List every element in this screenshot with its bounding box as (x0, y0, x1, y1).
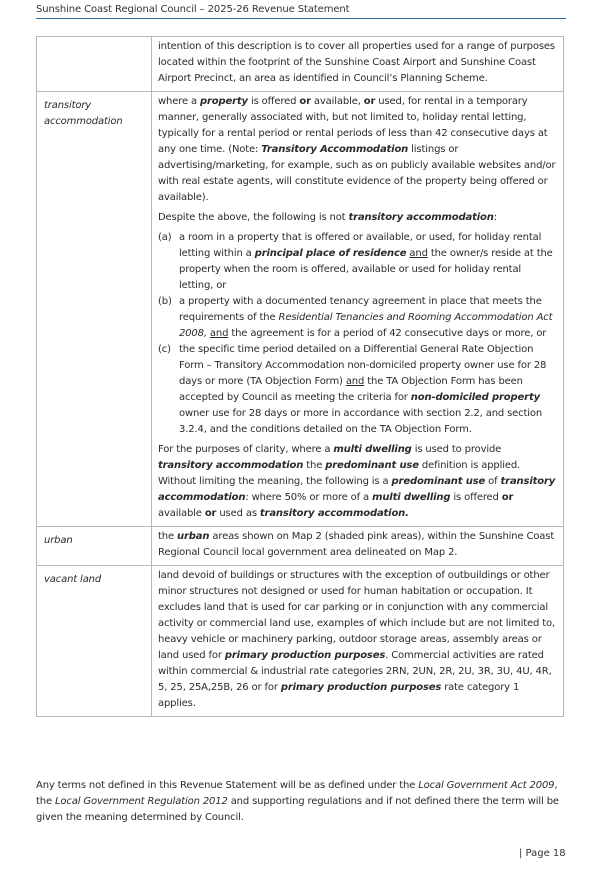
definition-paragraph (158, 39, 557, 87)
defined-term: urban (177, 531, 210, 542)
page-number: | Page 18 (519, 848, 566, 859)
legislation-reference: Residential Tenancies and Rooming Accommodation Act 2008, (179, 312, 553, 339)
defined-term: multi dwelling (333, 444, 412, 455)
defined-term: Transitory Accommodation (261, 144, 409, 155)
text-run: used as (216, 508, 260, 519)
definition-description (152, 527, 564, 566)
page-header (36, 4, 566, 19)
definition-paragraph (158, 568, 557, 712)
text-run: the owner/s reside at the property when the room is offered, available or used for holiday rental letting, or (179, 248, 553, 291)
text-run: listings or advertising/marketing, for example, such as on publicly available websites and/or with real estate agents, will constitute evidence of the property being offered or available). (158, 144, 556, 203)
defined-term: transitory accommodation. (259, 508, 409, 519)
text-run: the TA Objection Form has been accepted by Council as meeting the criteria for (179, 376, 523, 403)
text-run: For the purposes of clarity, where a (158, 444, 334, 455)
defined-term: predominant use (325, 460, 419, 471)
text-run: : (493, 212, 497, 223)
defined-term: non-domiciled property (410, 392, 540, 403)
definition-term: vacant land (37, 566, 152, 717)
definition-description (152, 566, 564, 717)
definition-row (37, 37, 564, 92)
undefined-terms-note (36, 778, 566, 826)
defined-term: transitory accommodation (158, 476, 556, 503)
underlined-text: and (345, 376, 365, 387)
text-run: owner use for 28 days or more in accordance with section 2.2, and section 3.2.4, and the conditions detailed on the TA Objection Form. (179, 408, 543, 435)
legislation-reference: Local Government Act 2009 (418, 780, 555, 791)
definition-term (37, 37, 152, 92)
text-run: a room in a property that is offered or available, or used, for holiday rental letting within a (179, 232, 542, 259)
bold-text: or (363, 96, 376, 107)
exclusion-list-item (158, 342, 557, 438)
list-item-text (179, 342, 557, 438)
definition-description (152, 92, 564, 527)
underlined-text: and (209, 328, 229, 339)
definition-paragraph (158, 94, 557, 206)
text-run: : where 50% or more of a (245, 492, 373, 503)
legislation-reference: Local Government Regulation 2012 (55, 796, 228, 807)
definition-paragraph (158, 210, 557, 226)
definition-term: urban (37, 527, 152, 566)
exclusion-list-item (158, 294, 557, 342)
defined-term: principal place of residence (254, 248, 407, 259)
definition-paragraph (158, 442, 557, 522)
bold-text: or (299, 96, 311, 107)
text-run: available, (310, 96, 364, 107)
definition-description (152, 37, 564, 92)
defined-term: transitory accommodation (348, 212, 494, 223)
text-run: a property with a documented tenancy agreement in place that meets the requirements of the (179, 296, 542, 323)
list-item-text (179, 294, 557, 342)
defined-term: primary production purposes (280, 682, 442, 693)
bold-text: or (204, 508, 217, 519)
definitions-table-body (37, 37, 564, 717)
list-marker: (c) (158, 344, 171, 355)
document-title: Sunshine Coast Regional Council – 2025-26 Revenue Statement (36, 4, 350, 15)
definition-row (37, 527, 564, 566)
text-run: is used to provide (411, 444, 502, 455)
text-run: , the (36, 780, 558, 807)
definition-term: transitory accommodation (37, 92, 152, 527)
text-run: areas shown on Map 2 (shaded pink areas), within the Sunshine Coast Regional Council local government area delineated on Map 2. (158, 531, 555, 558)
defined-term: predominant use (391, 476, 486, 487)
definitions-table (36, 36, 564, 717)
exclusion-list-item (158, 230, 557, 294)
text-run: . Commercial activities are rated within commercial & industrial rate categories 2RN, 2UN, 2R, 2U, 3R, 3U, 4U, 4R, 5, 25, 25A,25B, 26 or for (158, 650, 552, 693)
text-run: Despite the above, the following is not (158, 212, 349, 223)
defined-term: transitory accommodation (158, 460, 304, 471)
text-run: of (485, 476, 501, 487)
text-run: used, for rental in a temporary manner, generally associated with, but not limited to, holiday rental letting, typically for a rental period or rental periods of less than 42 consecutive days at any one time. (Note: (158, 96, 548, 155)
text-run: intention of this description is to cover all properties used for a range of purposes located within the footprint of the Sunshine Coast Airport and Sunshine Coast Airport Precinct, an area as identified in Council’s Planning Scheme. (158, 41, 555, 84)
text-run: is offered (247, 96, 300, 107)
text-run: the (303, 460, 326, 471)
list-marker: (a) (158, 232, 172, 243)
text-run: where a (158, 96, 200, 107)
text-run: definition is applied. Without limiting the meaning, the following is a (158, 460, 521, 487)
text-run: and supporting regulations and if not defined there the term will be given the meaning determined by Council. (36, 796, 559, 823)
text-run: is offered (450, 492, 502, 503)
underlined-text: and (409, 248, 428, 259)
defined-term: primary production purposes (224, 650, 386, 661)
defined-term: property (200, 96, 248, 107)
definition-paragraph (158, 529, 557, 561)
text-run: the (158, 531, 177, 542)
text-run: land devoid of buildings or structures with the exception of outbuildings or other minor structures not designed or used for human habitation or occupation. It excludes land that is used for car parking or in conjunction with any commercial activity or commercial land use, examples of which include but are not limited to, heavy vehicle or machinery parking, outdoor storage areas, assembly areas or land used for (158, 570, 556, 661)
text-run: available (158, 508, 205, 519)
text-run: rate category 1 applies. (158, 682, 520, 709)
text-run: the agreement is for a period of 42 consecutive days or more, or (228, 328, 547, 339)
definition-row (37, 566, 564, 717)
definition-row (37, 92, 564, 527)
bold-text: or (501, 492, 514, 503)
list-item-text (179, 230, 557, 294)
text-run: the specific time period detailed on a Differential General Rate Objection Form – Transitory Accommodation non-domiciled property owner use for 28 days or more (TA Objection Form) (179, 344, 547, 387)
text-run: Any terms not defined in this Revenue Statement will be as defined under the (36, 780, 419, 791)
defined-term: multi dwelling (372, 492, 451, 503)
list-marker: (b) (158, 296, 172, 307)
